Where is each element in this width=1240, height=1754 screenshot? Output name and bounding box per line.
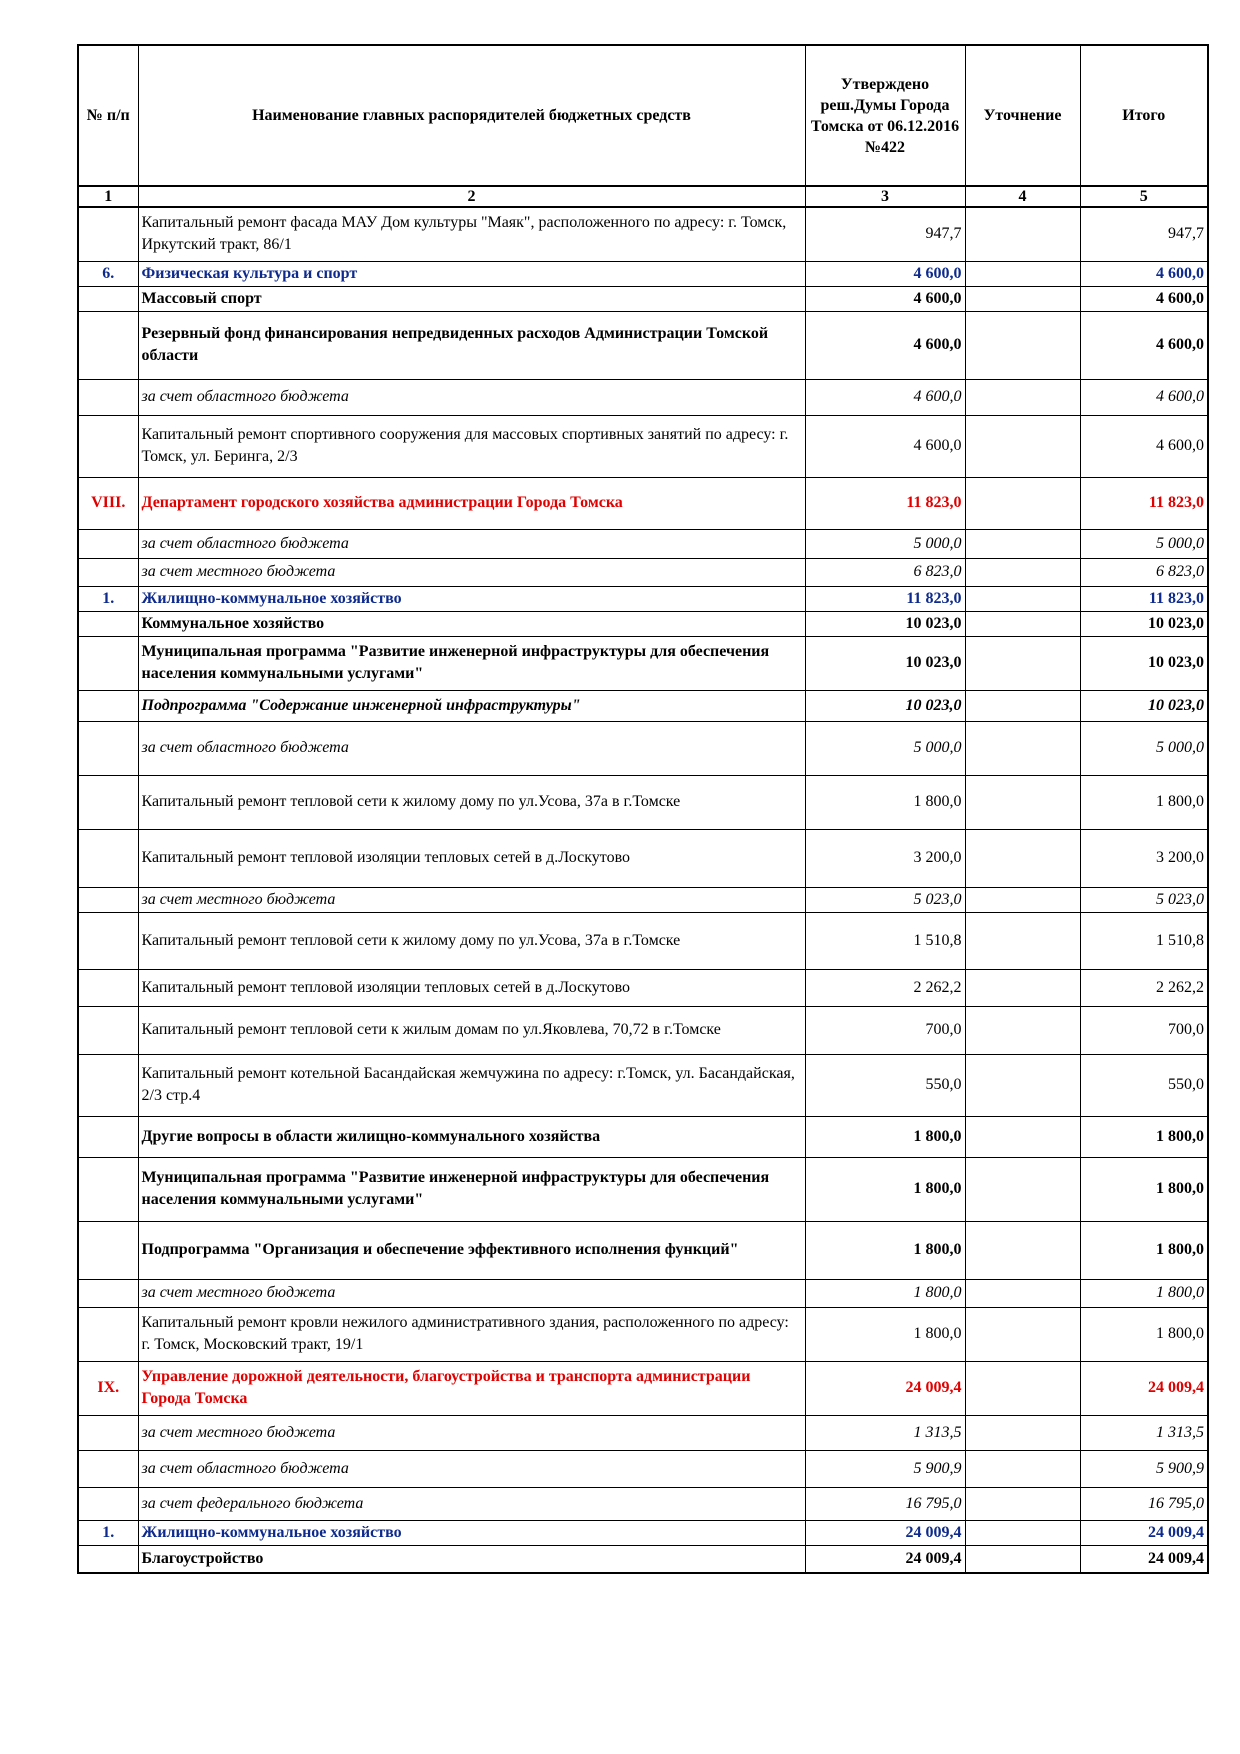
row-change [965, 1545, 1080, 1573]
row-name: за счет областного бюджета [138, 721, 805, 775]
row-change [965, 1450, 1080, 1487]
row-name: Благоустройство [138, 1545, 805, 1573]
row-number [78, 1307, 138, 1361]
row-number [78, 1006, 138, 1054]
row-name: Массовый спорт [138, 286, 805, 311]
row-total: 1 800,0 [1080, 1116, 1208, 1157]
row-number [78, 721, 138, 775]
row-change [965, 1415, 1080, 1450]
row-change [965, 721, 1080, 775]
row-number: 1. [78, 586, 138, 611]
row-approved: 700,0 [805, 1006, 965, 1054]
column-number: 3 [805, 186, 965, 207]
row-number [78, 1415, 138, 1450]
table-row [78, 1520, 1208, 1545]
row-total: 10 023,0 [1080, 636, 1208, 690]
row-total: 1 313,5 [1080, 1415, 1208, 1450]
row-change [965, 558, 1080, 586]
header-change-column: Уточнение [965, 45, 1080, 186]
row-name: Капитальный ремонт тепловой сети к жилому дому по ул.Усова, 37а в г.Томске [138, 912, 805, 969]
table-row [78, 586, 1208, 611]
row-approved: 5 023,0 [805, 887, 965, 912]
row-name: Другие вопросы в области жилищно-коммунального хозяйства [138, 1116, 805, 1157]
table-row [78, 261, 1208, 286]
row-name: Капитальный ремонт тепловой изоляции тепловых сетей в д.Лоскутово [138, 969, 805, 1006]
header-row [78, 45, 1208, 186]
table-row [78, 311, 1208, 379]
row-number [78, 207, 138, 261]
row-change [965, 829, 1080, 887]
row-change [965, 611, 1080, 636]
row-total: 3 200,0 [1080, 829, 1208, 887]
row-change [965, 529, 1080, 558]
row-name: за счет местного бюджета [138, 1415, 805, 1450]
row-number [78, 611, 138, 636]
row-approved: 24 009,4 [805, 1361, 965, 1415]
row-number: IX. [78, 1361, 138, 1415]
row-total: 10 023,0 [1080, 611, 1208, 636]
row-number [78, 1450, 138, 1487]
row-name: Муниципальная программа "Развитие инженерной инфраструктуры для обеспечения населения коммунальными услугами" [138, 1157, 805, 1221]
row-number [78, 636, 138, 690]
row-change [965, 887, 1080, 912]
table-row [78, 887, 1208, 912]
row-total: 6 823,0 [1080, 558, 1208, 586]
row-number: VIII. [78, 477, 138, 529]
row-total: 1 800,0 [1080, 1157, 1208, 1221]
table-row [78, 558, 1208, 586]
row-number [78, 1545, 138, 1573]
table-row [78, 969, 1208, 1006]
row-approved: 5 000,0 [805, 721, 965, 775]
row-total: 4 600,0 [1080, 415, 1208, 477]
row-change [965, 1221, 1080, 1279]
row-approved: 10 023,0 [805, 690, 965, 721]
row-name: Коммунальное хозяйство [138, 611, 805, 636]
table-row [78, 690, 1208, 721]
row-name: Капитальный ремонт тепловой сети к жилому дому по ул.Усова, 37а в г.Томске [138, 775, 805, 829]
row-change [965, 1361, 1080, 1415]
table-row [78, 1450, 1208, 1487]
row-approved: 947,7 [805, 207, 965, 261]
row-change [965, 775, 1080, 829]
table-row [78, 1487, 1208, 1520]
row-number [78, 829, 138, 887]
row-approved: 550,0 [805, 1054, 965, 1116]
table-row [78, 1545, 1208, 1573]
row-number [78, 286, 138, 311]
table-row [78, 1221, 1208, 1279]
table-body [78, 207, 1208, 1573]
row-approved: 6 823,0 [805, 558, 965, 586]
row-name: Капитальный ремонт фасада МАУ Дом культуры "Маяк", расположенного по адресу: г. Томск, Иркутский тракт, 86/1 [138, 207, 805, 261]
row-approved: 10 023,0 [805, 611, 965, 636]
row-name: Капитальный ремонт тепловой сети к жилым домам по ул.Яковлева, 70,72 в г.Томске [138, 1006, 805, 1054]
row-name: Департамент городского хозяйства администрации Города Томска [138, 477, 805, 529]
column-number: 5 [1080, 186, 1208, 207]
budget-table [77, 44, 1209, 1574]
row-approved: 10 023,0 [805, 636, 965, 690]
row-total: 5 000,0 [1080, 529, 1208, 558]
row-total: 4 600,0 [1080, 379, 1208, 415]
row-number [78, 558, 138, 586]
row-total: 16 795,0 [1080, 1487, 1208, 1520]
row-total: 1 800,0 [1080, 1279, 1208, 1307]
table-row [78, 286, 1208, 311]
row-change [965, 586, 1080, 611]
row-number [78, 690, 138, 721]
table-row [78, 529, 1208, 558]
row-approved: 1 800,0 [805, 1116, 965, 1157]
table-row [78, 721, 1208, 775]
row-approved: 1 800,0 [805, 1221, 965, 1279]
row-change [965, 1006, 1080, 1054]
table-row [78, 1054, 1208, 1116]
row-total: 2 262,2 [1080, 969, 1208, 1006]
table-row [78, 477, 1208, 529]
row-change [965, 1116, 1080, 1157]
row-approved: 16 795,0 [805, 1487, 965, 1520]
row-change [965, 1307, 1080, 1361]
table-row [78, 912, 1208, 969]
header-approved-column: Утверждено реш.Думы Города Томска от 06.12.2016 №422 [805, 45, 965, 186]
row-name: за счет местного бюджета [138, 887, 805, 912]
header-number-column: № п/п [78, 45, 138, 186]
row-change [965, 1054, 1080, 1116]
row-name: Жилищно-коммунальное хозяйство [138, 586, 805, 611]
row-number [78, 529, 138, 558]
row-approved: 4 600,0 [805, 379, 965, 415]
table-row [78, 1157, 1208, 1221]
table-row [78, 379, 1208, 415]
row-number [78, 379, 138, 415]
row-name: Капитальный ремонт спортивного сооружения для массовых спортивных занятий по адресу: г. Томск, ул. Беринга, 2/3 [138, 415, 805, 477]
row-number [78, 1054, 138, 1116]
row-change [965, 286, 1080, 311]
row-number [78, 969, 138, 1006]
row-name: за счет областного бюджета [138, 1450, 805, 1487]
row-total: 700,0 [1080, 1006, 1208, 1054]
table-row [78, 611, 1208, 636]
row-approved: 11 823,0 [805, 586, 965, 611]
row-change [965, 207, 1080, 261]
table-row [78, 1361, 1208, 1415]
row-total: 10 023,0 [1080, 690, 1208, 721]
row-total: 4 600,0 [1080, 261, 1208, 286]
row-name: Капитальный ремонт котельной Басандайская жемчужина по адресу: г.Томск, ул. Басандайская, 2/3 стр.4 [138, 1054, 805, 1116]
row-number [78, 1487, 138, 1520]
row-approved: 4 600,0 [805, 415, 965, 477]
row-number: 1. [78, 1520, 138, 1545]
row-change [965, 636, 1080, 690]
column-number: 2 [138, 186, 805, 207]
row-approved: 1 800,0 [805, 1279, 965, 1307]
row-approved: 1 800,0 [805, 1307, 965, 1361]
column-number-row [78, 186, 1208, 207]
row-change [965, 477, 1080, 529]
row-approved: 4 600,0 [805, 286, 965, 311]
row-total: 5 000,0 [1080, 721, 1208, 775]
row-change [965, 379, 1080, 415]
row-name: за счет федерального бюджета [138, 1487, 805, 1520]
row-name: Муниципальная программа "Развитие инженерной инфраструктуры для обеспечения населения коммунальными услугами" [138, 636, 805, 690]
table-row [78, 1006, 1208, 1054]
row-name: Подпрограмма "Организация и обеспечение эффективного исполнения функций" [138, 1221, 805, 1279]
row-approved: 24 009,4 [805, 1545, 965, 1573]
row-change [965, 415, 1080, 477]
row-change [965, 311, 1080, 379]
table-row [78, 207, 1208, 261]
table-row [78, 775, 1208, 829]
row-name: Жилищно-коммунальное хозяйство [138, 1520, 805, 1545]
row-number [78, 1157, 138, 1221]
table-row [78, 1116, 1208, 1157]
row-total: 1 800,0 [1080, 775, 1208, 829]
table-row [78, 1307, 1208, 1361]
row-number: 6. [78, 261, 138, 286]
row-number [78, 311, 138, 379]
row-number [78, 415, 138, 477]
table-row [78, 829, 1208, 887]
row-total: 5 900,9 [1080, 1450, 1208, 1487]
row-change [965, 261, 1080, 286]
row-approved: 1 800,0 [805, 1157, 965, 1221]
row-approved: 4 600,0 [805, 311, 965, 379]
row-total: 1 800,0 [1080, 1307, 1208, 1361]
row-total: 947,7 [1080, 207, 1208, 261]
row-total: 24 009,4 [1080, 1361, 1208, 1415]
table-row [78, 1415, 1208, 1450]
row-change [965, 690, 1080, 721]
header-name-column: Наименование главных распорядителей бюджетных средств [138, 45, 805, 186]
row-total: 1 510,8 [1080, 912, 1208, 969]
row-approved: 1 510,8 [805, 912, 965, 969]
row-name: Капитальный ремонт тепловой изоляции тепловых сетей в д.Лоскутово [138, 829, 805, 887]
row-total: 11 823,0 [1080, 586, 1208, 611]
column-number: 1 [78, 186, 138, 207]
row-number [78, 912, 138, 969]
row-approved: 1 800,0 [805, 775, 965, 829]
row-approved: 5 900,9 [805, 1450, 965, 1487]
row-number [78, 1221, 138, 1279]
row-name: за счет областного бюджета [138, 529, 805, 558]
column-number: 4 [965, 186, 1080, 207]
table-header [78, 45, 1208, 207]
row-change [965, 1520, 1080, 1545]
row-change [965, 1157, 1080, 1221]
row-name: Подпрограмма "Содержание инженерной инфраструктуры" [138, 690, 805, 721]
row-approved: 1 313,5 [805, 1415, 965, 1450]
row-name: Физическая культура и спорт [138, 261, 805, 286]
row-name: Резервный фонд финансирования непредвиденных расходов Администрации Томской области [138, 311, 805, 379]
row-change [965, 912, 1080, 969]
row-total: 1 800,0 [1080, 1221, 1208, 1279]
table-row [78, 636, 1208, 690]
row-number [78, 1116, 138, 1157]
row-change [965, 1279, 1080, 1307]
table-row [78, 415, 1208, 477]
row-name: Управление дорожной деятельности, благоустройства и транспорта администрации Города Томска [138, 1361, 805, 1415]
row-total: 24 009,4 [1080, 1545, 1208, 1573]
row-approved: 11 823,0 [805, 477, 965, 529]
row-name: Капитальный ремонт кровли нежилого административного здания, расположенного по адресу: г. Томск, Московский тракт, 19/1 [138, 1307, 805, 1361]
row-approved: 5 000,0 [805, 529, 965, 558]
row-name: за счет областного бюджета [138, 379, 805, 415]
row-total: 24 009,4 [1080, 1520, 1208, 1545]
row-total: 4 600,0 [1080, 286, 1208, 311]
row-total: 11 823,0 [1080, 477, 1208, 529]
row-total: 5 023,0 [1080, 887, 1208, 912]
row-name: за счет местного бюджета [138, 558, 805, 586]
row-total: 4 600,0 [1080, 311, 1208, 379]
row-total: 550,0 [1080, 1054, 1208, 1116]
row-approved: 2 262,2 [805, 969, 965, 1006]
row-number [78, 887, 138, 912]
row-name: за счет местного бюджета [138, 1279, 805, 1307]
row-approved: 3 200,0 [805, 829, 965, 887]
table-row [78, 1279, 1208, 1307]
row-approved: 4 600,0 [805, 261, 965, 286]
header-total-column: Итого [1080, 45, 1208, 186]
row-change [965, 969, 1080, 1006]
row-approved: 24 009,4 [805, 1520, 965, 1545]
row-number [78, 775, 138, 829]
row-number [78, 1279, 138, 1307]
row-change [965, 1487, 1080, 1520]
